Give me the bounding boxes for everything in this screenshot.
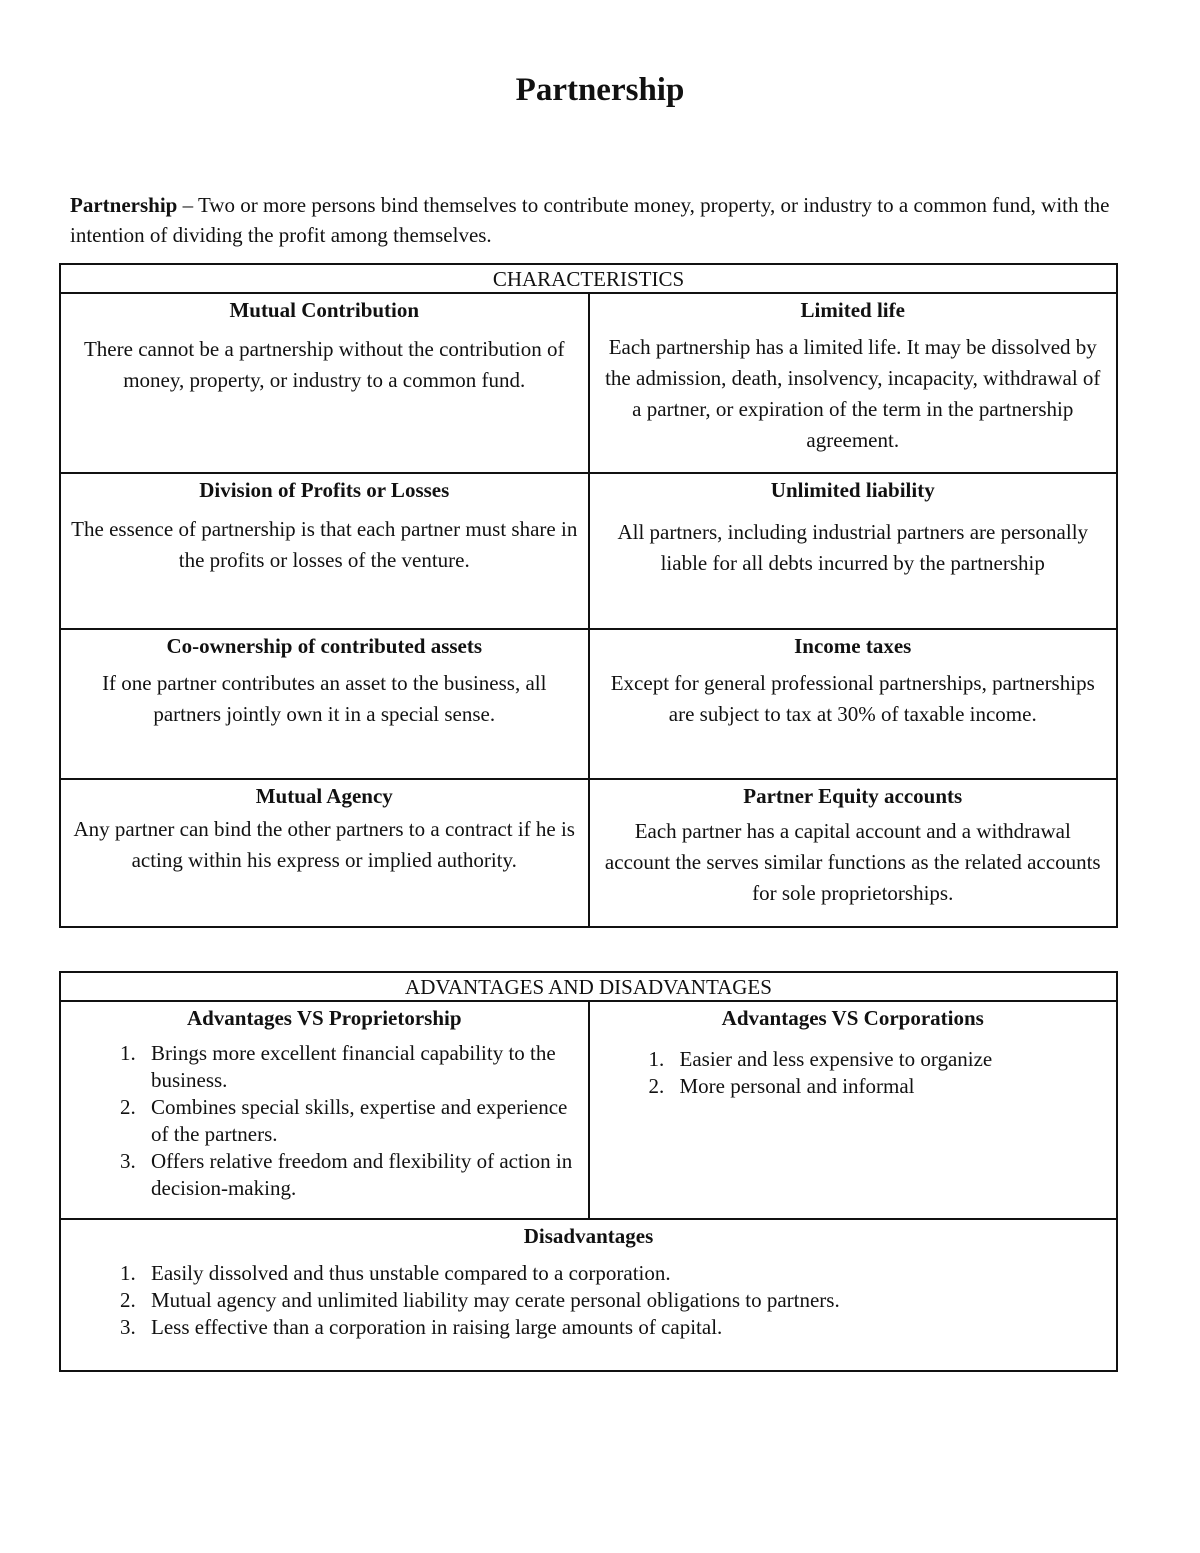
characteristic-title: Mutual Agency	[255, 784, 393, 808]
disadvantages-title: Disadvantages	[523, 1224, 654, 1248]
characteristic-title: Division of Profits or Losses	[199, 478, 450, 502]
characteristic-title: Limited life	[800, 298, 905, 322]
list-item: 2. More personal and informal	[670, 1073, 1107, 1100]
characteristic-title: Unlimited liability	[770, 478, 935, 502]
characteristic-text: Except for general professional partnerships, partnerships are subject to tax at 30% of taxable income.	[610, 671, 1095, 726]
characteristic-text: There cannot be a partnership without the contribution of money, property, or industry to a common fund.	[83, 337, 565, 392]
advantages-vs-corporations-cell	[589, 1001, 1118, 1219]
characteristic-cell	[60, 293, 589, 473]
list-item: 1. Easily dissolved and thus unstable compared to a corporation.	[141, 1260, 1106, 1287]
definition-text: – Two or more persons bind themselves to contribute money, property, or industry to a common fund, with the intention of dividing the profit among themselves.	[70, 193, 1110, 247]
disadvantages-cell	[60, 1219, 1117, 1371]
characteristic-cell	[60, 779, 589, 927]
list-item: 3. Less effective than a corporation in raising large amounts of capital.	[141, 1314, 1106, 1341]
characteristic-text: If one partner contributes an asset to the business, all partners jointly own it in a special sense.	[102, 671, 547, 726]
characteristic-text: Each partner has a capital account and a withdrawal account the serves similar functions as the related accounts for sole proprietorships.	[604, 819, 1101, 905]
advantages-header: ADVANTAGES AND DISADVANTAGES	[60, 972, 1117, 1001]
characteristic-text: Each partnership has a limited life. It may be dissolved by the admission, death, insolvency, incapacity, withdrawal of a partner, or expiration of the term in the partnership agreement.	[605, 335, 1101, 452]
definition-term: Partnership	[70, 193, 178, 217]
list-item: 1. Easier and less expensive to organize	[670, 1046, 1107, 1073]
list-item: 2. Mutual agency and unlimited liability may cerate personal obligations to partners.	[141, 1287, 1106, 1314]
characteristic-cell	[589, 473, 1118, 629]
characteristics-table	[59, 263, 1118, 928]
list-item: 2. Combines special skills, expertise and experience of the partners.	[141, 1094, 578, 1148]
page-title: Partnership	[515, 72, 685, 108]
advantages-table	[59, 971, 1118, 1372]
characteristic-cell	[60, 629, 589, 779]
characteristic-cell	[60, 473, 589, 629]
characteristic-text: The essence of partnership is that each partner must share in the profits or losses of the venture.	[71, 517, 578, 572]
characteristic-title: Partner Equity accounts	[743, 784, 963, 808]
characteristic-title: Mutual Contribution	[229, 298, 420, 322]
characteristic-cell	[589, 779, 1118, 927]
characteristic-title: Co-ownership of contributed assets	[166, 634, 483, 658]
disadvantages-list	[71, 1260, 1106, 1341]
advantages-vs-proprietorship-title: Advantages VS Proprietorship	[186, 1006, 462, 1030]
advantages-vs-proprietorship-list	[71, 1040, 578, 1202]
advantages-vs-corporations-title: Advantages VS Corporations	[721, 1006, 984, 1030]
characteristic-cell	[589, 293, 1118, 473]
characteristic-text: All partners, including industrial partners are personally liable for all debts incurred by the partnership	[617, 520, 1089, 575]
characteristic-title: Income taxes	[794, 634, 912, 658]
advantages-vs-corporations-list	[600, 1046, 1107, 1100]
list-item: 1. Brings more excellent financial capability to the business.	[141, 1040, 578, 1094]
characteristics-header: CHARACTERISTICS	[60, 264, 1117, 293]
list-item: 3. Offers relative freedom and flexibility of action in decision-making.	[141, 1148, 578, 1202]
characteristic-cell	[589, 629, 1118, 779]
advantages-vs-proprietorship-cell	[60, 1001, 589, 1219]
definition-paragraph	[70, 190, 1120, 250]
characteristic-text: Any partner can bind the other partners to a contract if he is acting within his express or implied authority.	[73, 817, 575, 872]
